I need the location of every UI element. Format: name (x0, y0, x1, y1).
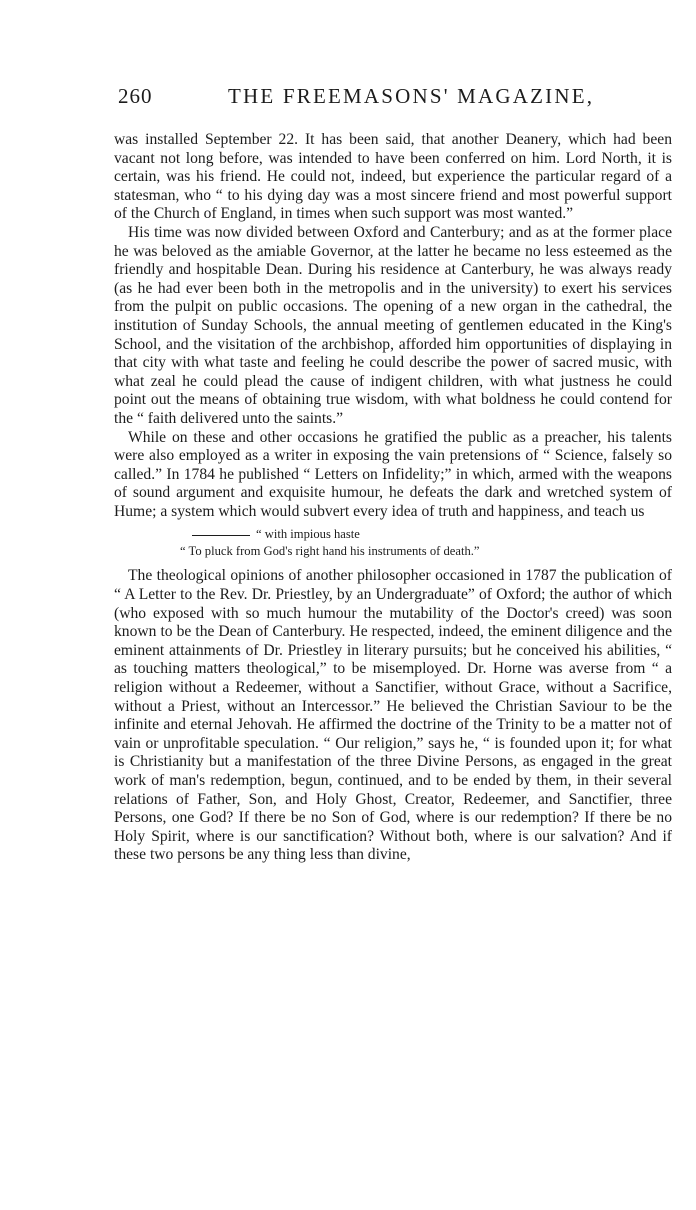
quote-line-1 (192, 526, 672, 543)
article-body (114, 131, 672, 865)
block-quote (180, 526, 672, 560)
paragraph-3: While on these and other occasions he gratified the public as a preacher, his talents were also employed as a writer in exposing the vain pretensions of “ Science, falsely so called.” In 1784 he published “ Letters on Infidelity;” in which, armed with the weapons of sound argument and exquisite humour, he defeats the dark and wretched system of Hume; a system which would subvert every idea of truth and happiness, and teach us (114, 428, 672, 520)
paragraph-4: The theological opinions of another philosopher occasioned in 1787 the publication of “ A Letter to the Rev. Dr. Priestley, by an Undergraduate” of Oxford; the author of which (who exposed with so much humour the mutability of the Doctor's creed) was soon known to be the Dean of Canterbury. He respected, indeed, the eminent diligence and the eminent attainments of Dr. Priestley in literary pursuits; but he conceived his abilities, “ as touching matters theological,” to be misemployed. Dr. Horne was averse from “ a religion without a Redeemer, without a Sanctifier, without Grace, without a Sacrifice, without a Priest, without an Intercessor.” He believed the Christian Saviour to be the infinite and eternal Jehovah. He affirmed the doctrine of the Trinity to be a matter not of vain or unprofitable speculation. “ Our religion,” says he, “ is founded upon it; for what is Christianity but a manifestation of the three Divine Persons, as engaged in the great work of man's redemption, begun, continued, and to be ended by them, in their several relations of Father, Son, and Holy Ghost, Creator, Redeemer, and Sanctifier, three Persons, one God? If there be no Son of God, where is our redemption? If there be no Holy Spirit, where is our sanctification? Without both, where is our salvation? And if these two persons be any thing less than divine, (114, 567, 672, 864)
paragraph-1: was installed September 22. It has been said, that another Deanery, which had been vacant not long before, was intended to have been conferred on him. Lord North, it is certain, was his friend. He could not, indeed, but experience the particular regard of a statesman, who “ to his dying day was a most sincere friend and most powerful support of the Church of England, in times when such support was most wanted.” (114, 131, 672, 223)
quote-dash-rule (192, 535, 250, 536)
quote-line-2: “ To pluck from God's right hand his instruments of death.” (180, 544, 480, 559)
page-number: 260 (118, 84, 153, 108)
paragraph-2: His time was now divided between Oxford and Canterbury; and as at the former place he was beloved as the amiable Governor, at the latter he became no less esteemed as the friendly and hospitable Dean. During his residence at Canterbury, he was always ready (as he had ever been both in the metropolis and in the university) to exert his services from the pulpit on public occasions. The opening of a new organ in the cathedral, the institution of Sunday Schools, the annual meeting of gentlemen educated in the King's School, and the visitation of the archbishop, afforded him opportunities of displaying in that city with what taste and feeling he could describe the power of sacred music, with what zeal he could plead the cause of indigent children, with what justness he could point out the means of obtaining true wisdom, with what boldness he could contend for the “ faith delivered unto the saints.” (114, 223, 672, 427)
running-title: THE FREEMASONS' MAGAZINE, (228, 84, 595, 108)
quote-line-1-text: “ with impious haste (256, 527, 360, 542)
page-header (118, 84, 673, 114)
